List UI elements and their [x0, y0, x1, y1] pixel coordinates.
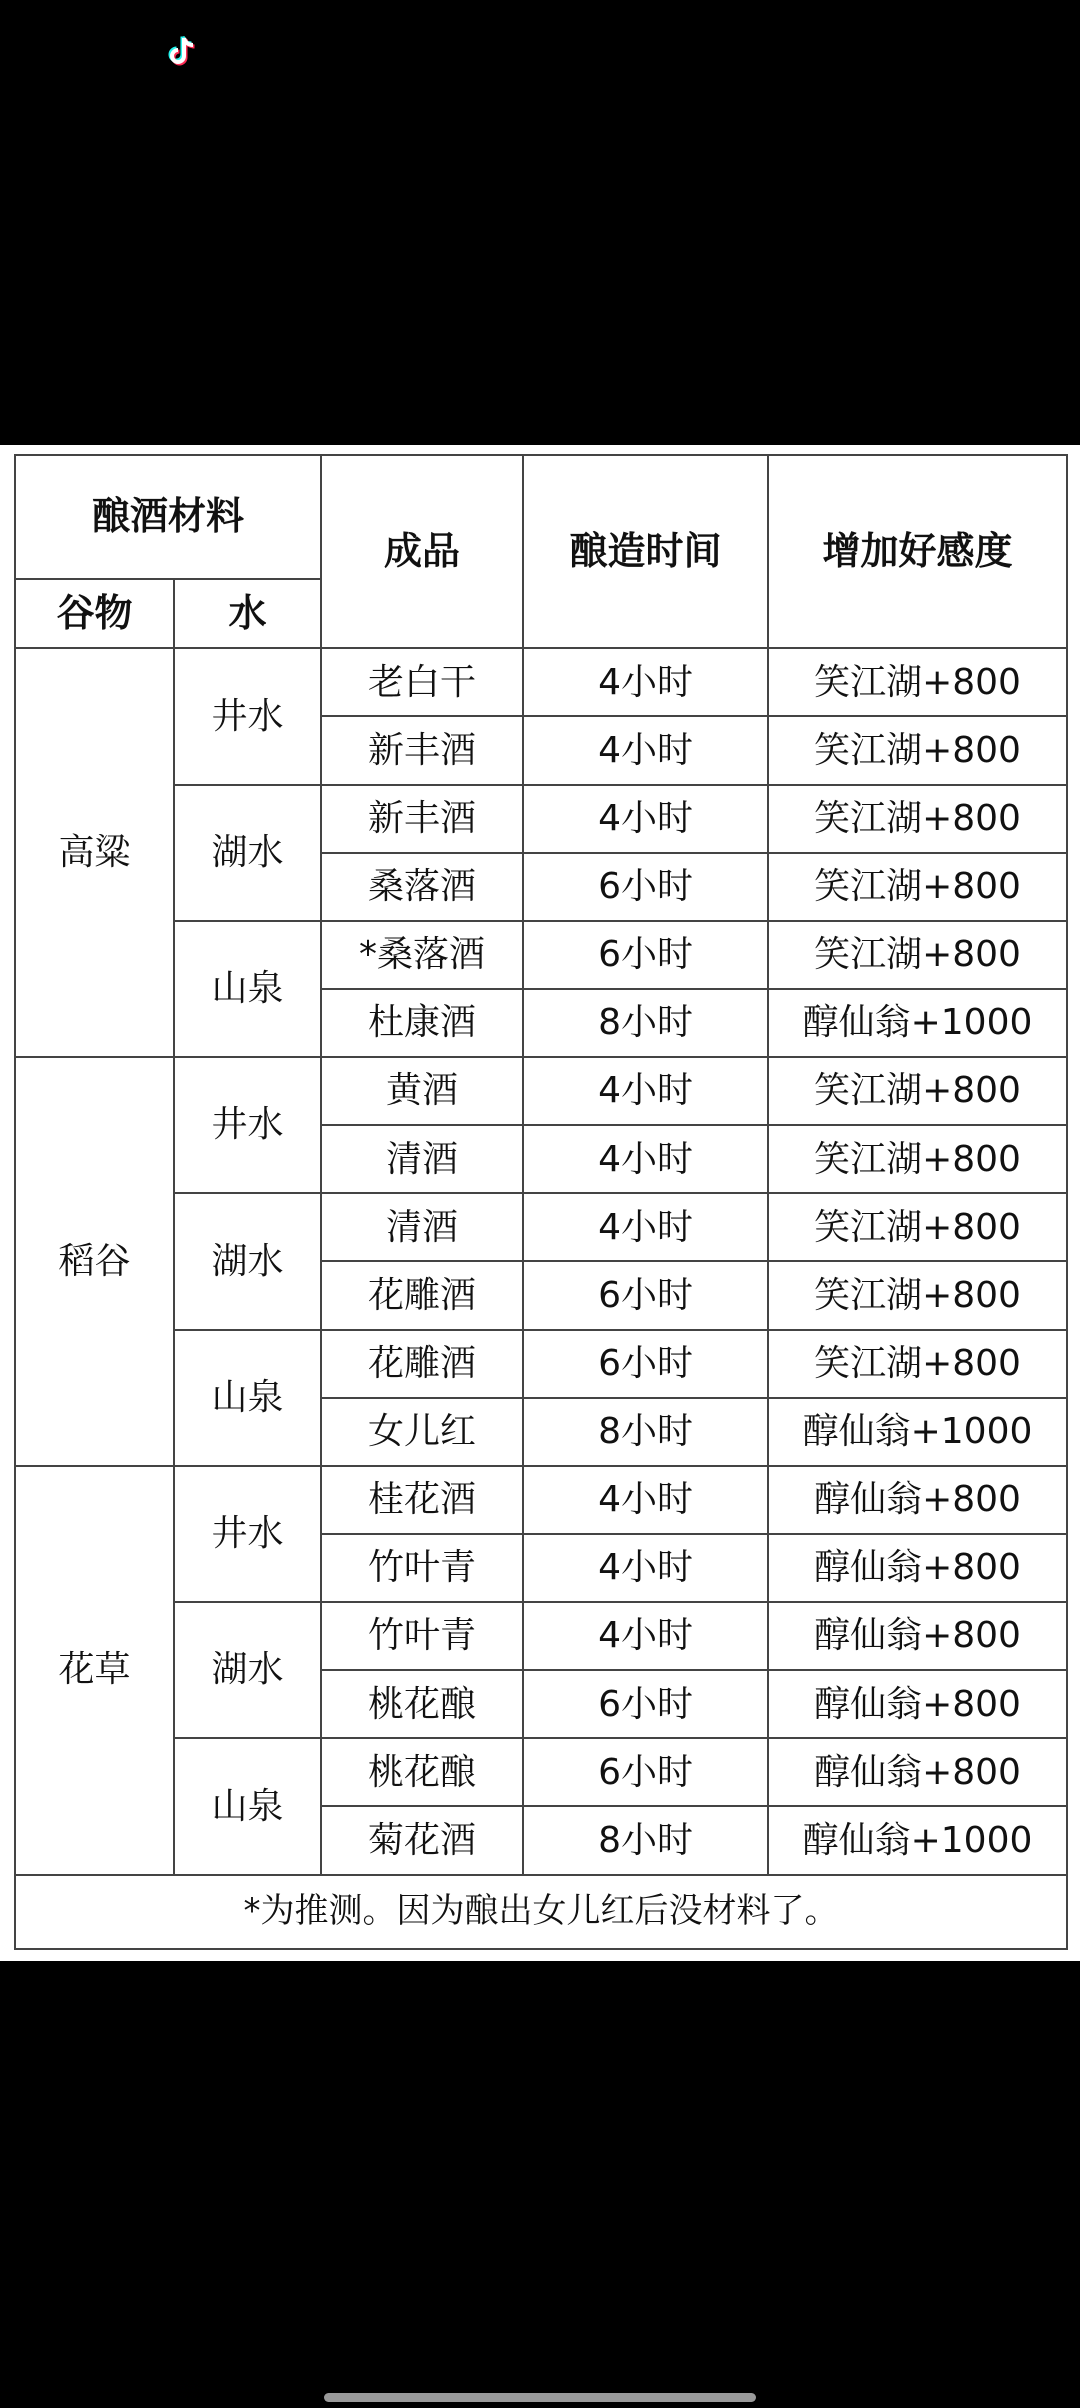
header-row [15, 455, 1067, 579]
footnote-row [15, 1875, 1067, 1949]
grain-cell: 花草 [15, 1466, 174, 1875]
product-cell: 黄酒 [321, 1057, 523, 1125]
favor-cell: 笑江湖+800 [768, 1193, 1067, 1261]
favor-cell: 笑江湖+800 [768, 1057, 1067, 1125]
favor-cell: 笑江湖+800 [768, 853, 1067, 921]
grain-cell: 高粱 [15, 648, 174, 1057]
product-cell: 清酒 [321, 1125, 523, 1193]
brew-time-cell: 6小时 [523, 1261, 768, 1329]
favor-cell: 笑江湖+800 [768, 648, 1067, 716]
product-cell: 桂花酒 [321, 1466, 523, 1534]
brew-time-cell: 6小时 [523, 1670, 768, 1738]
product-cell: 桃花酿 [321, 1738, 523, 1806]
brew-time-cell: 4小时 [523, 1193, 768, 1261]
water-cell: 湖水 [174, 1193, 321, 1329]
table-row [15, 648, 1067, 716]
table-row [15, 1466, 1067, 1534]
header-brew-time: 酿造时间 [523, 455, 768, 648]
brew-time-cell: 8小时 [523, 989, 768, 1057]
product-cell: 花雕酒 [321, 1330, 523, 1398]
table-image [0, 445, 1080, 1961]
brew-time-cell: 8小时 [523, 1398, 768, 1466]
favor-cell: 醇仙翁+800 [768, 1738, 1067, 1806]
product-cell: 清酒 [321, 1193, 523, 1261]
favor-cell: 醇仙翁+1000 [768, 1806, 1067, 1874]
favor-cell: 醇仙翁+1000 [768, 989, 1067, 1057]
brew-time-cell: 6小时 [523, 853, 768, 921]
product-cell: 竹叶青 [321, 1602, 523, 1670]
brew-time-cell: 4小时 [523, 716, 768, 784]
grain-cell: 稻谷 [15, 1057, 174, 1466]
water-cell: 湖水 [174, 785, 321, 921]
product-cell: *桑落酒 [321, 921, 523, 989]
product-cell: 新丰酒 [321, 785, 523, 853]
header-product: 成品 [321, 455, 523, 648]
favor-cell: 笑江湖+800 [768, 716, 1067, 784]
product-cell: 杜康酒 [321, 989, 523, 1057]
favor-cell: 笑江湖+800 [768, 921, 1067, 989]
product-cell: 女儿红 [321, 1398, 523, 1466]
header-favor: 增加好感度 [768, 455, 1067, 648]
favor-cell: 笑江湖+800 [768, 785, 1067, 853]
product-cell: 竹叶青 [321, 1534, 523, 1602]
favor-cell: 醇仙翁+800 [768, 1466, 1067, 1534]
water-cell: 山泉 [174, 1738, 321, 1874]
brew-time-cell: 4小时 [523, 1534, 768, 1602]
water-cell: 山泉 [174, 921, 321, 1057]
favor-cell: 笑江湖+800 [768, 1261, 1067, 1329]
brew-time-cell: 8小时 [523, 1806, 768, 1874]
favor-cell: 醇仙翁+800 [768, 1534, 1067, 1602]
brew-time-cell: 4小时 [523, 648, 768, 716]
brew-time-cell: 4小时 [523, 1057, 768, 1125]
brewing-table [14, 454, 1068, 1950]
favor-cell: 醇仙翁+800 [768, 1670, 1067, 1738]
water-cell: 山泉 [174, 1330, 321, 1466]
tiktok-logo-icon [166, 34, 198, 70]
favor-cell: 醇仙翁+1000 [768, 1398, 1067, 1466]
brew-time-cell: 6小时 [523, 1330, 768, 1398]
home-indicator[interactable] [324, 2393, 756, 2402]
header-water: 水 [174, 579, 321, 648]
water-cell: 井水 [174, 1466, 321, 1602]
favor-cell: 笑江湖+800 [768, 1125, 1067, 1193]
favor-cell: 醇仙翁+800 [768, 1602, 1067, 1670]
favor-cell: 笑江湖+800 [768, 1330, 1067, 1398]
brewing-table-body [15, 455, 1067, 1949]
water-cell: 井水 [174, 648, 321, 784]
brew-time-cell: 4小时 [523, 1466, 768, 1534]
product-cell: 花雕酒 [321, 1261, 523, 1329]
footnote: *为推测。因为酿出女儿红后没材料了。 [15, 1875, 1067, 1949]
product-cell: 菊花酒 [321, 1806, 523, 1874]
header-materials: 酿酒材料 [15, 455, 321, 579]
brew-time-cell: 6小时 [523, 921, 768, 989]
product-cell: 老白干 [321, 648, 523, 716]
product-cell: 桃花酿 [321, 1670, 523, 1738]
water-cell: 井水 [174, 1057, 321, 1193]
brew-time-cell: 4小时 [523, 785, 768, 853]
water-cell: 湖水 [174, 1602, 321, 1738]
product-cell: 新丰酒 [321, 716, 523, 784]
table-row [15, 1057, 1067, 1125]
header-grain: 谷物 [15, 579, 174, 648]
product-cell: 桑落酒 [321, 853, 523, 921]
brew-time-cell: 4小时 [523, 1602, 768, 1670]
brew-time-cell: 4小时 [523, 1125, 768, 1193]
brew-time-cell: 6小时 [523, 1738, 768, 1806]
